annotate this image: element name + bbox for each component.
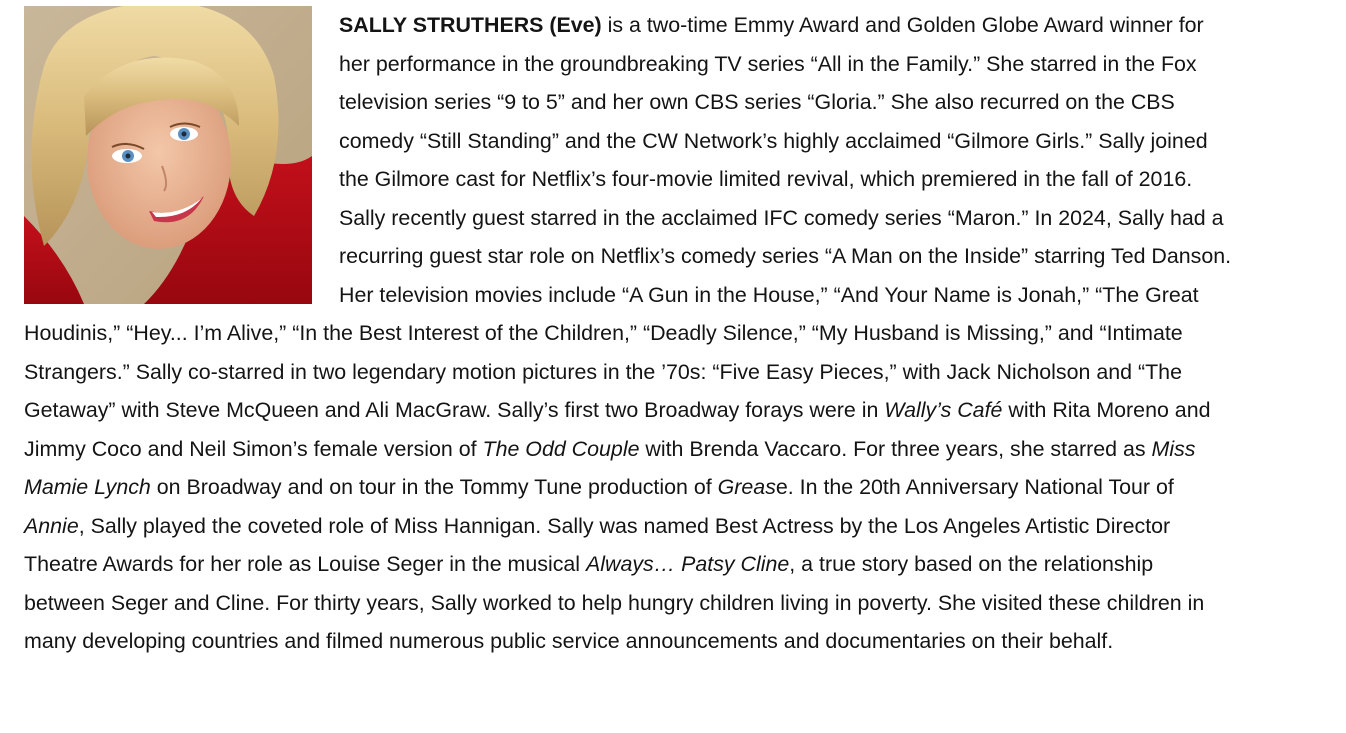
bio-text: with Rita Moreno and Jimmy Coco and Neil Simon’s female version of [24, 398, 1211, 461]
bio-text: is a two-time Emmy Award and Golden Globe Award winner for her performance in the groundbreaking TV series “All in the Family.” She starred in the Fox television series “9 to 5” and her own CBS series “Gloria.” She also recurred on the CBS comedy “Still Standing” and the CW Network’s highly acclaimed “Gilmore Girls.” Sally joined the Gilmore cast for Netflix’s four-movie limited revival, which premiered in the fall of 2016. Sally recently guest starred in the acclaimed IFC comedy series “Maron.” In 2024, Sally had a recurring guest star role on Netflix’s comedy series “A Man on the Inside” starring Ted Danson. Her television movies include “A Gun in the House,” “And Your Name is Jonah,” “The Great Houdinis,” “Hey... I’m Alive,” “In the Best Interest of the Children,” “Deadly Silence,” “My Husband is Missing,” and “Intimate Strangers.” Sally co-starred in two legendary motion pictures in the ’70s: “Five Easy Pieces,” with Jack Nicholson and “The Getaway” with Steve McQueen and Ali MacGraw. Sally’s first two Broadway forays were in [24, 13, 1232, 422]
bio-paragraph [24, 6, 1239, 661]
bio-text: e. In the 20th Anniversary National Tour of [775, 475, 1174, 499]
show-title: Greas [717, 475, 776, 499]
show-title: Wally’s Café [884, 398, 1003, 422]
show-title: Annie [24, 513, 79, 538]
show-title: The Odd Couple [482, 436, 640, 461]
role-title: Miss Mamie Lynch [24, 436, 1196, 499]
headshot-photo [24, 6, 312, 304]
bio-text: on Broadway and on tour in the Tommy Tune production of [150, 475, 718, 499]
show-title: Always… Patsy Cline [586, 552, 790, 576]
actor-name: SALLY STRUTHERS (Eve) [339, 13, 602, 37]
bio-text: , Sally played the coveted role of Miss Hannigan. Sally was named Best Actress by the Los Angeles Artistic Director Theatre Awards for her role as Louise Seger in the musical [24, 513, 1171, 576]
bio-text: with Brenda Vaccaro. For three years, she starred as [639, 436, 1152, 461]
bio-text: , a true story based on the relationship between Seger and Cline. For thirty years, Sally worked to help hungry children living in poverty. She visited these children in many developing countries and filmed numerous public service announcements and documentaries on their behalf. [24, 552, 1205, 653]
